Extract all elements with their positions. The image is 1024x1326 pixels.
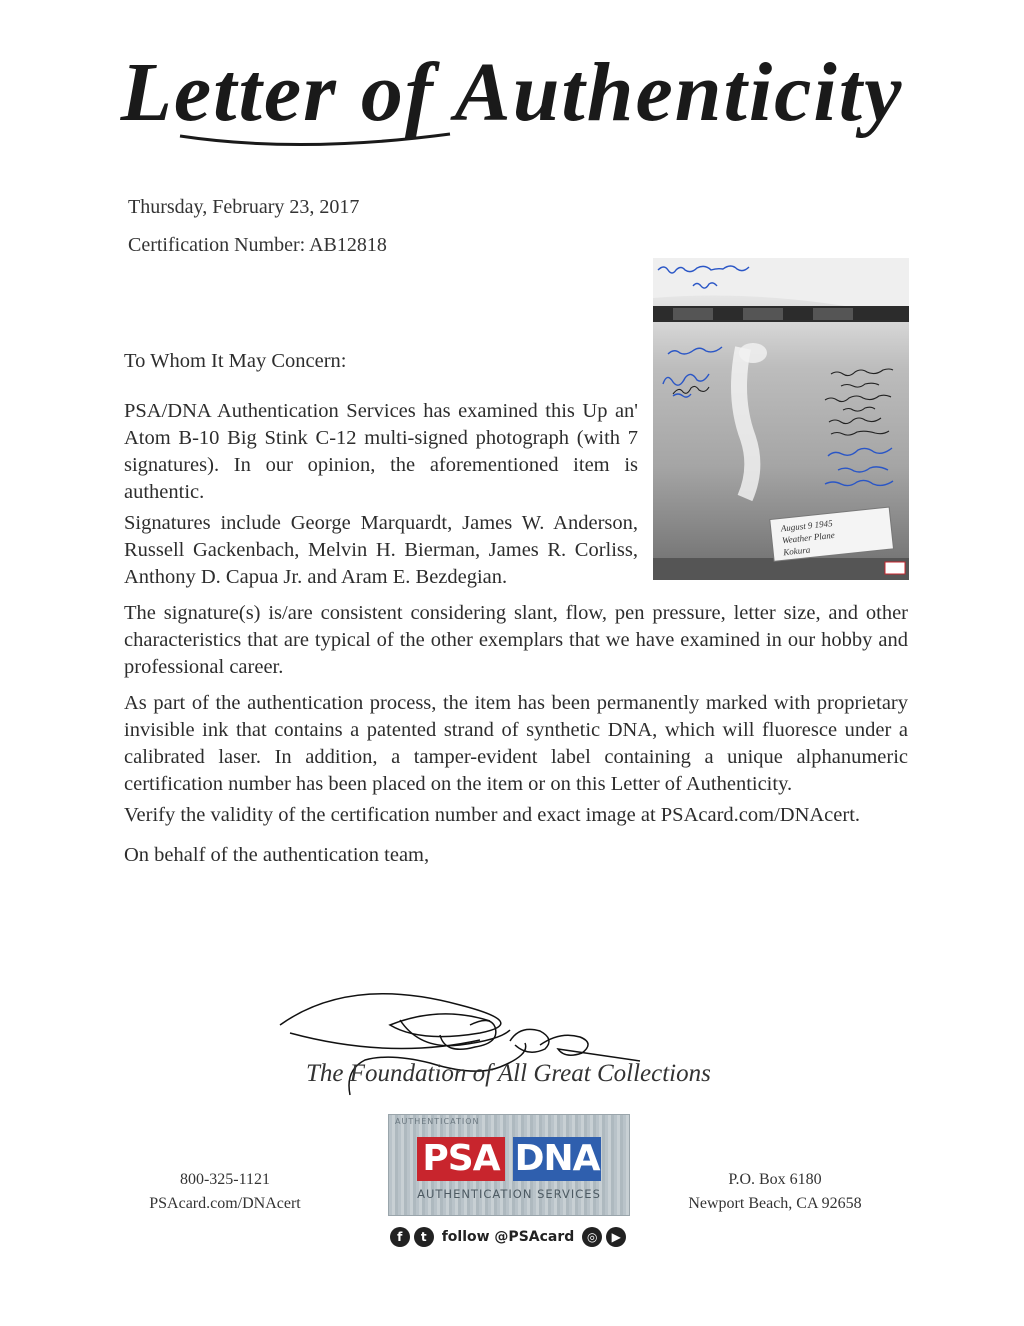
- twitter-icon[interactable]: t: [414, 1227, 434, 1247]
- plaque-line-2: Weather Plane: [781, 529, 836, 546]
- logo-dna: DNA: [514, 1138, 600, 1179]
- logo-subtitle: AUTHENTICATION SERVICES: [417, 1187, 601, 1201]
- youtube-icon[interactable]: ▶: [606, 1227, 626, 1247]
- company-tagline: The Foundation of All Great Collections: [306, 1060, 711, 1087]
- social-follow-row: [388, 1224, 628, 1250]
- plaque-line-1: August 9 1945: [780, 518, 834, 534]
- examined-paragraph: PSA/DNA Authentication Services has examined this Up an' Atom B-10 Big Stink C-12 multi-signed photograph (with 7 signatures). In our opinion, the aforementioned item is authentic.: [124, 400, 638, 503]
- consistency-paragraph: The signature(s) is/are consistent considering slant, flow, pen pressure, letter size, and other characteristics that are typical of the other exemplars that we have examined in our hobby and professional career.: [124, 602, 908, 678]
- certification-number: Certification Number: AB12818: [128, 234, 387, 256]
- instagram-icon[interactable]: ◎: [582, 1227, 602, 1247]
- letter-title: [0, 28, 1024, 168]
- phone-number: 800-325-1121: [179, 1171, 271, 1188]
- psa-dna-logo: [388, 1114, 630, 1216]
- facebook-icon[interactable]: f: [390, 1227, 410, 1247]
- verify-paragraph: Verify the validity of the certification number and exact image at PSAcard.com/DNAcert.: [124, 804, 861, 826]
- behalf-paragraph: On behalf of the authentication team,: [124, 844, 430, 866]
- po-box: P.O. Box 6180: [728, 1171, 822, 1188]
- plaque-line-3: Kokura: [782, 544, 811, 558]
- logo-top-text: AUTHENTICATION: [395, 1117, 480, 1126]
- city-state-zip: Newport Beach, CA 92658: [688, 1195, 862, 1212]
- letter-title-text: Letter of Authenticity: [120, 46, 904, 139]
- salutation: To Whom It May Concern:: [124, 350, 347, 372]
- follow-handle[interactable]: follow @PSAcard: [441, 1229, 575, 1245]
- signatures-paragraph: Signatures include George Marquardt, James W. Anderson, Russell Gackenbach, Melvin H. Bierman, James R. Corliss, Anthony D. Capua Jr. and Aram E. Bezdegian.: [124, 512, 638, 588]
- contact-address: [660, 1168, 890, 1216]
- contact-phone-web: [100, 1168, 350, 1216]
- letter-date: Thursday, February 23, 2017: [128, 196, 360, 218]
- process-paragraph: As part of the authentication process, the item has been permanently marked with proprietary invisible ink that contains a patented strand of synthetic DNA, which will fluoresce under a calibrated laser. In addition, a tamper-evident label containing a unique alphanumeric certification number has been placed on the item or on this Letter of Authenticity.: [124, 692, 908, 795]
- logo-psa: PSA: [417, 1137, 505, 1181]
- website-link[interactable]: PSAcard.com/DNAcert: [149, 1195, 301, 1212]
- signed-photograph: [653, 258, 909, 580]
